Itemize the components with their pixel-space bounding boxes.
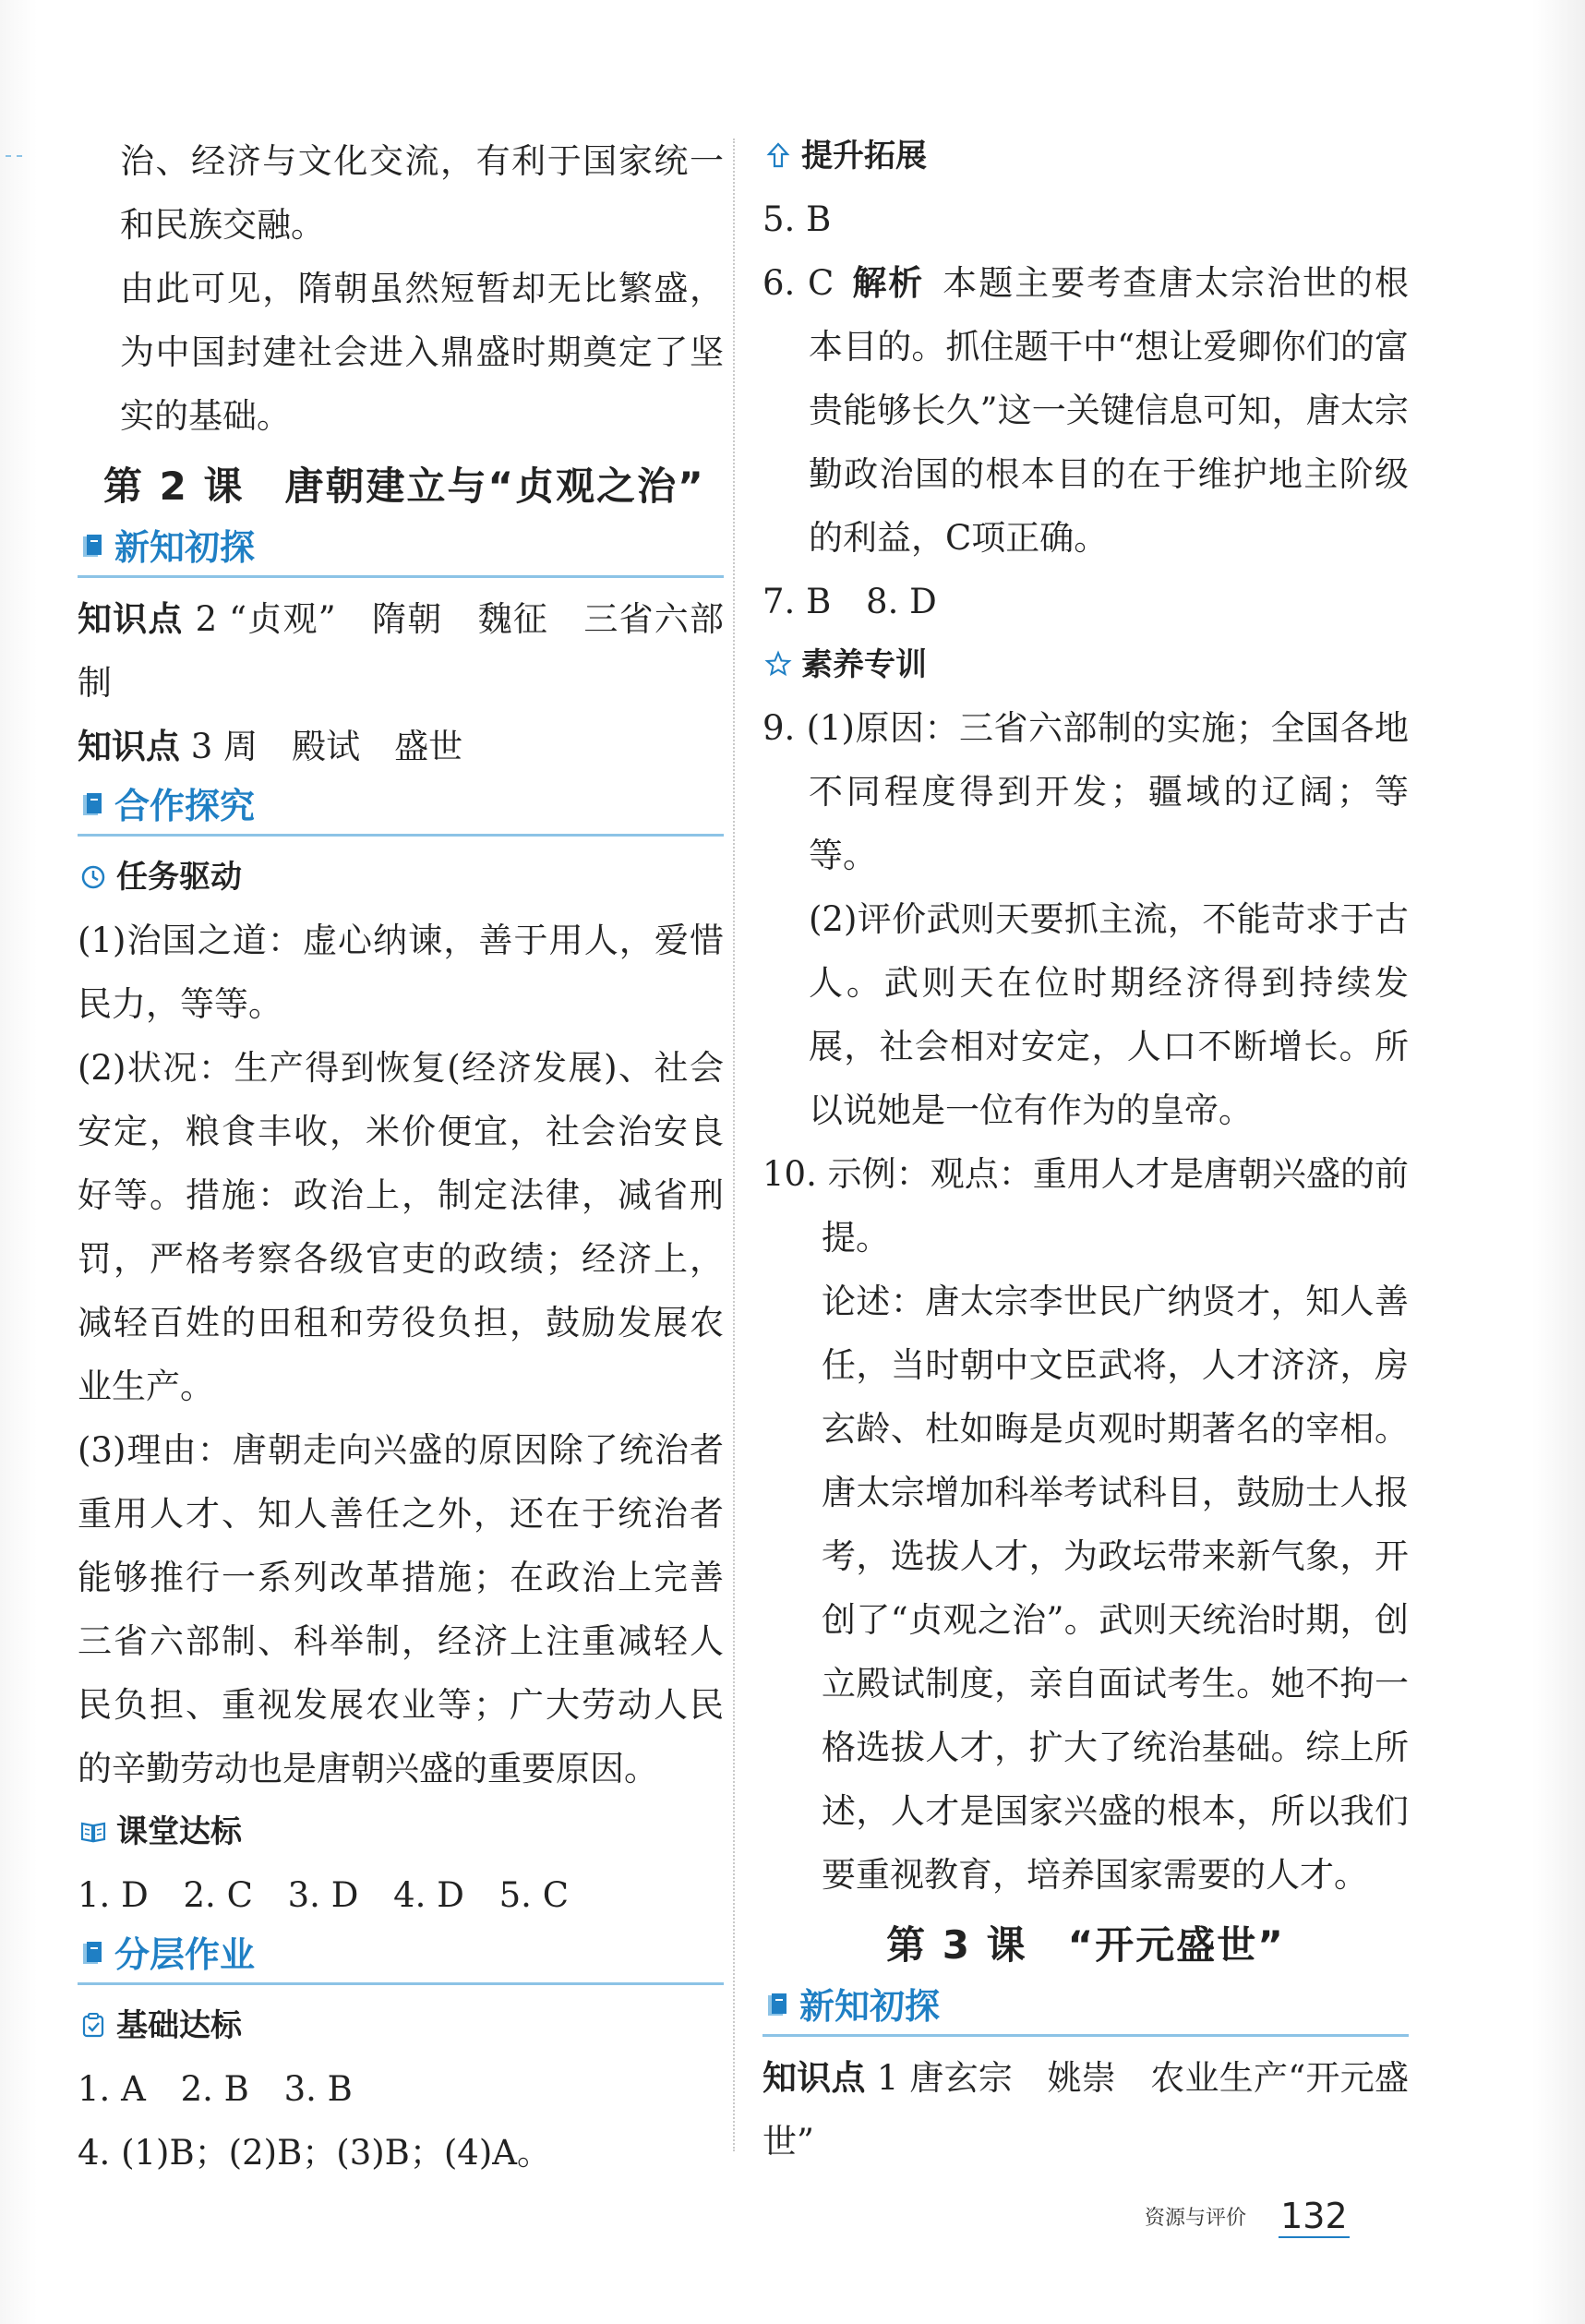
answer-item: 2. B — [180, 2069, 249, 2109]
ketang-answers — [78, 1863, 724, 1927]
kp-text: “贞观” 隋朝 魏征 三省六部制 — [78, 599, 725, 703]
subsection-renwu-heading — [78, 846, 724, 909]
open-book-icon — [79, 1817, 107, 1845]
subsection-tisheng-label: 提升拓展 — [801, 138, 927, 175]
answer-9-part-1: 9. (1)原因：三省六部制的实施；全国各地不同程度得到开发；疆域的辽阔；等等。 — [762, 708, 1409, 875]
knowledge-point-2 — [78, 587, 724, 715]
section-fenceng-label: 分层作业 — [114, 1934, 256, 1975]
book-flag-icon — [79, 1940, 105, 1968]
continued-paragraph-1: 治、经济与文化交流，有利于国家统一和民族交融。 — [120, 141, 724, 245]
answers-7-8 — [762, 570, 1409, 633]
answer-item: 5. C — [498, 1875, 570, 1915]
left-column — [78, 129, 724, 2185]
answer-item: 2. C — [183, 1875, 253, 1915]
answer-9-part-2: (2)评价武则天要抓主流，不能苛求于古人。武则天在位时期经济得到持续发展，社会相对安定，人口不断增长。所以说她是一位有作为的皇帝。 — [809, 899, 1409, 1130]
answer-item: 1. D — [78, 1875, 149, 1915]
subsection-suyang-heading — [762, 633, 1409, 696]
section-xinzhi-heading — [78, 520, 724, 578]
kp-number: 2 — [195, 599, 218, 639]
subsection-tisheng-heading — [762, 125, 1409, 187]
section-xinzhi-heading-right — [762, 1979, 1409, 2037]
lesson-2-title: 第 2 课 唐朝建立与“贞观之治” — [103, 464, 705, 509]
answer-6-number: 6. C — [762, 263, 835, 303]
section-fenceng-heading — [78, 1927, 724, 1985]
edge-mark — [6, 155, 22, 157]
answer-item: 8. D — [866, 582, 937, 621]
subsection-suyang-label: 素养专训 — [801, 646, 927, 683]
page-number: 132 — [1280, 2196, 1348, 2236]
answer-10-part-1: 10. 示例：观点：重用人才是唐朝兴盛的前提。 — [762, 1154, 1409, 1258]
clock-icon — [79, 862, 107, 890]
up-arrow-icon — [764, 141, 792, 169]
answer-item: 7. B — [762, 582, 832, 621]
knowledge-point-1 — [762, 2046, 1409, 2173]
answer-6-text: 本题主要考查唐太宗治世的根本目的。抓住题干中“想让爱卿你们的富贵能够长久”这一关键信息可知，唐太宗勤政治国的根本目的在于维护地主阶级的利益，C项正确。 — [809, 263, 1410, 558]
kp-label: 知识点 — [762, 2058, 866, 2098]
book-flag-icon — [764, 1992, 790, 2019]
jichu-answers-line-1 — [78, 2057, 724, 2121]
column-divider — [733, 138, 735, 2151]
subsection-renwu-label: 任务驱动 — [116, 859, 242, 896]
book-flag-icon — [79, 791, 105, 819]
kp-number: 1 — [876, 2058, 899, 2098]
clipboard-check-icon — [79, 2011, 107, 2039]
analysis-label: 解析 — [850, 263, 925, 303]
kp-label: 知识点 — [78, 599, 184, 639]
answer-5: 5. B — [762, 199, 832, 239]
kp-number: 3 — [190, 727, 213, 766]
footer-brand: 资源与评价 — [1145, 2206, 1247, 2230]
right-column — [762, 125, 1409, 2173]
section-xinzhi-label: 新知初探 — [799, 1986, 941, 2027]
task-answer-2: (2)状况：生产得到恢复(经济发展)、社会安定，粮食丰收，米价便宜，社会治安良好等。措施：政治上，制定法律，减省刑罚，严格考察各级官吏的政绩；经济上，减轻百姓的田租和劳役负担，鼓励发展农业生产。 — [78, 1048, 724, 1406]
page-footer — [1145, 2196, 1350, 2236]
subsection-ketang-heading — [78, 1800, 724, 1863]
book-flag-icon — [79, 533, 105, 560]
answer-10-part-2: 论述：唐太宗李世民广纳贤才，知人善任，当时朝中文臣武将，人才济济，房玄龄、杜如晦是贞观时期著名的宰相。唐太宗增加科举考试科目，鼓励士人报考，选拔人才，为政坛带来新气象，开创了“贞观之治”。武则天统治时期，创立殿试制度，亲自面试考生。她不拘一格选拔人才，扩大了统治基础。综上所述，人才是国家兴盛的根本，所以我们要重视教育，培养国家需要的人才。 — [822, 1282, 1409, 1895]
answer-6 — [762, 251, 1409, 570]
section-xinzhi-label: 新知初探 — [114, 527, 256, 568]
subsection-jichu-heading — [78, 1994, 724, 2057]
kp-text: 周 殿试 盛世 — [223, 727, 463, 766]
kp-label: 知识点 — [78, 727, 180, 766]
lesson-3-title: 第 3 课 “开元盛世” — [886, 1922, 1285, 1968]
section-hezuo-label: 合作探究 — [114, 786, 256, 826]
task-answer-3: (3)理由：唐朝走向兴盛的原因除了统治者重用人才、知人善任之外，还在于统治者能够推行一系列改革措施；在政治上完善三省六部制、科举制，经济上注重减轻人民负担、重视发展农业等；广大劳动人民的辛勤劳动也是唐朝兴盛的重要原因。 — [78, 1430, 724, 1788]
knowledge-point-3 — [78, 715, 724, 778]
star-icon — [764, 650, 792, 678]
answer-item: 1. A — [78, 2069, 146, 2109]
subsection-ketang-label: 课堂达标 — [116, 1813, 242, 1850]
answer-item: 3. B — [283, 2069, 353, 2109]
kp-text: 唐玄宗 姚崇 农业生产“开元盛世” — [762, 2058, 1410, 2161]
task-answer-1: (1)治国之道：虚心纳谏，善于用人，爱惜民力，等等。 — [78, 921, 724, 1024]
section-hezuo-heading — [78, 778, 724, 837]
subsection-jichu-label: 基础达标 — [116, 2007, 242, 2044]
continued-paragraph-2: 由此可见，隋朝虽然短暂却无比繁盛，为中国封建社会进入鼎盛时期奠定了坚实的基础。 — [120, 269, 724, 436]
answer-item: 3. D — [287, 1875, 359, 1915]
jichu-answers-line-2: 4. (1)B；(2)B；(3)B；(4)A。 — [78, 2133, 551, 2173]
answer-item: 4. D — [393, 1875, 464, 1915]
